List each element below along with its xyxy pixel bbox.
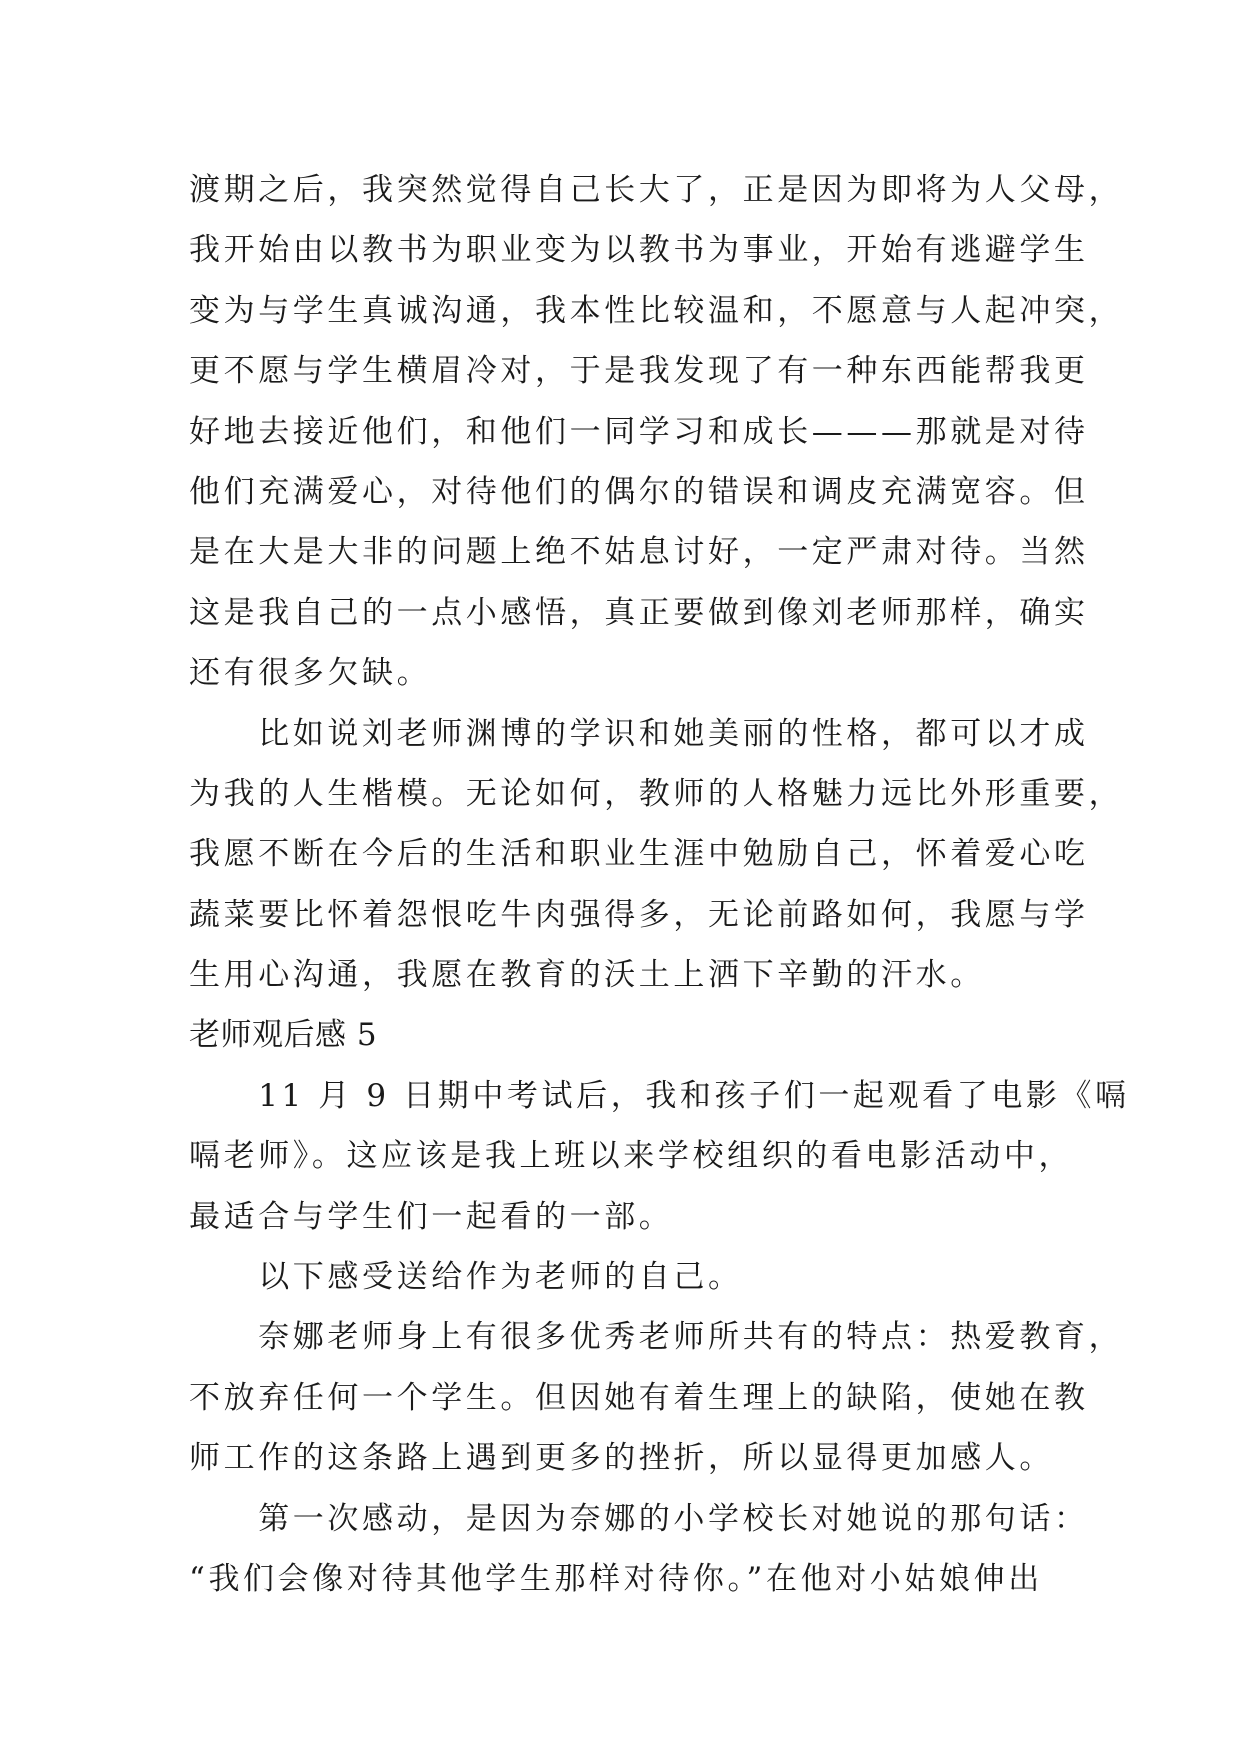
text-line: 为我的人生楷模。无论如何，教师的人格魅力远比外形重要， [189,775,1124,812]
section-heading: 老师观后感 5 [189,1017,378,1054]
text-line: 变为与学生真诚沟通，我本性比较温和，不愿意与人起冲突， [189,292,1124,329]
text-line: 这是我自己的一点小感悟，真正要做到像刘老师那样，确实 [189,594,1089,631]
text-line: 他们充满爱心，对待他们的偶尔的错误和调皮充满宽容。但 [189,473,1089,510]
text-line: 渡期之后，我突然觉得自己长大了，正是因为即将为人父母， [189,172,1124,208]
document-body [189,160,1130,1609]
text-line: 奈娜老师身上有很多优秀老师所共有的特点：热爱教育， [189,1319,1124,1356]
text-line: 是在大是大非的问题上绝不姑息讨好，一定严肃对待。当然 [189,534,1089,571]
text-line: 第一次感动，是因为奈娜的小学校长对她说的那句话： [189,1500,1089,1537]
text-line: 最适合与学生们一起看的一部。 [189,1198,674,1235]
text-line: “我们会像对待其他学生那样对待你。”在他对小姑娘伸出 [189,1560,1043,1597]
text-line: 师工作的这条路上遇到更多的挫折，所以显得更加感人。 [189,1440,1054,1477]
text-line: 更不愿与学生横眉冷对，于是我发现了有一种东西能帮我更 [189,353,1089,390]
text-line: 我愿不断在今后的生活和职业生涯中勉励自己，怀着爱心吃 [189,836,1089,873]
text-line: 我开始由以教书为职业变为以教书为事业，开始有逃避学生 [189,232,1089,269]
text-line: 比如说刘老师渊博的学识和她美丽的性格，都可以才成 [189,715,1089,752]
text-line: 生用心沟通，我愿在教育的沃土上洒下辛勤的汗水。 [189,957,985,994]
text-line: 嗝老师》。这应该是我上班以来学校组织的看电影活动中， [189,1138,1074,1175]
text-line: 不放弃任何一个学生。但因她有着生理上的缺陷，使她在教 [189,1379,1089,1416]
text-line: 好地去接近他们，和他们一同学习和成长———那就是对待 [189,413,1089,450]
text-line: 11 月 9 日期中考试后，我和孩子们一起观看了电影《嗝 [189,1077,1130,1114]
text-line: 蔬菜要比怀着怨恨吃牛肉强得多，无论前路如何，我愿与学 [189,896,1089,933]
text-line: 还有很多欠缺。 [189,655,432,692]
text-line: 以下感受送给作为老师的自己。 [189,1259,743,1296]
